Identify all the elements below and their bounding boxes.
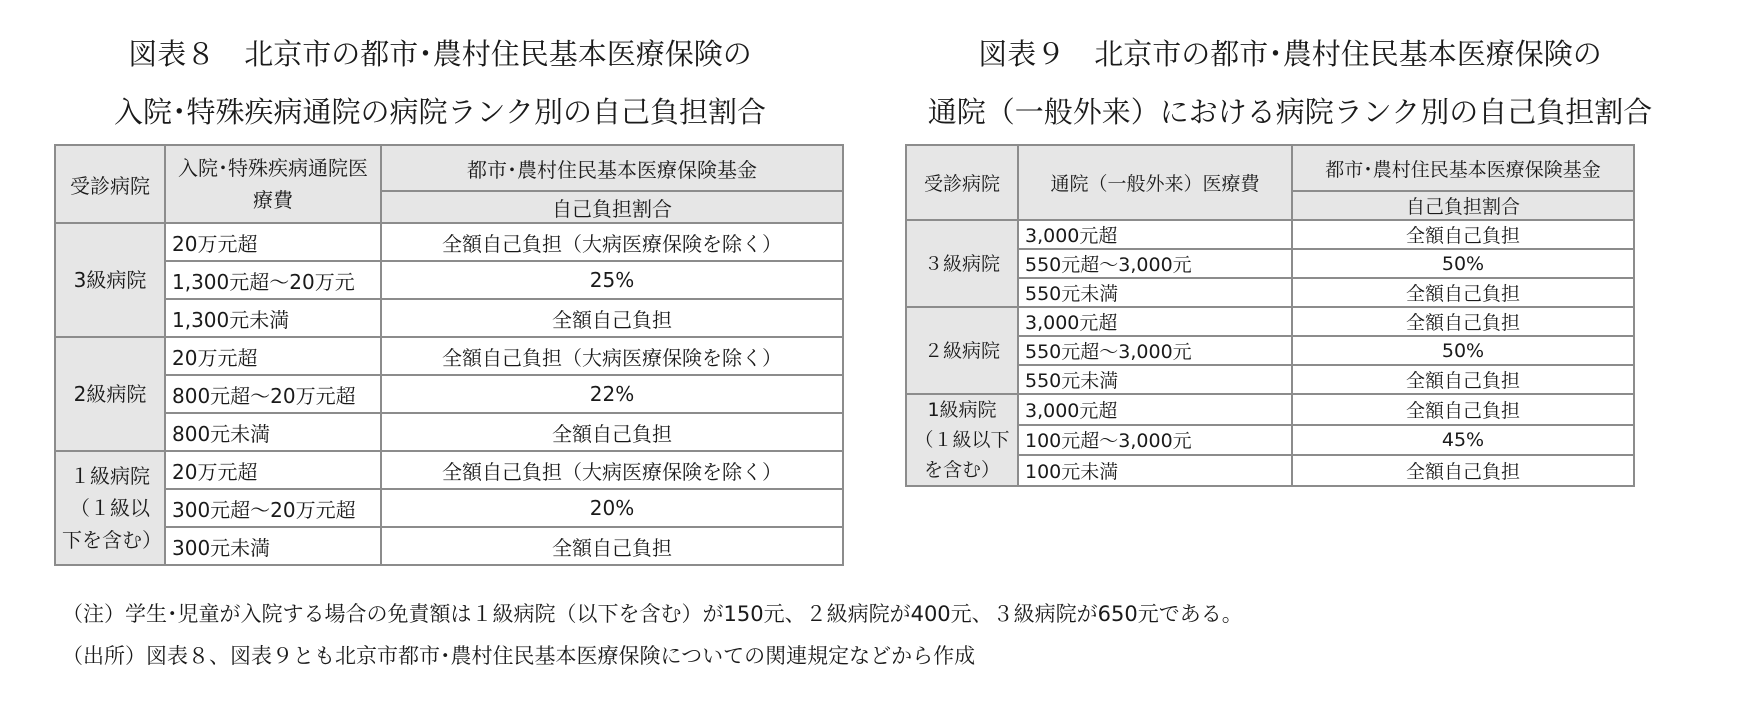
table8-header-row bbox=[55, 145, 843, 191]
table-row bbox=[55, 223, 843, 261]
cost-cell: 300元超～20万元超 bbox=[165, 489, 381, 527]
ratio-cell: 全額自己負担（大病医療保険を除く） bbox=[381, 337, 843, 375]
ratio-cell: 全額自己負担 bbox=[1292, 394, 1634, 425]
cost-cell: 20万元超 bbox=[165, 451, 381, 489]
ratio-cell: 全額自己負担 bbox=[1292, 220, 1634, 249]
cost-cell: 550元超～3,000元 bbox=[1018, 336, 1292, 365]
table-row bbox=[906, 220, 1634, 249]
cost-cell: 100元未満 bbox=[1018, 455, 1292, 486]
table-row bbox=[55, 527, 843, 565]
table9-header-row bbox=[906, 145, 1634, 191]
table-row bbox=[55, 299, 843, 337]
table-row bbox=[906, 307, 1634, 336]
table-row bbox=[55, 413, 843, 451]
table-row bbox=[55, 261, 843, 299]
hospital-rank-cell: ２級病院 bbox=[906, 307, 1018, 394]
ratio-cell: 22% bbox=[381, 375, 843, 413]
cost-cell: 800元超～20万元超 bbox=[165, 375, 381, 413]
table8 bbox=[54, 144, 844, 566]
hospital-rank-cell: １級病院（１級以下を含む） bbox=[55, 451, 165, 565]
cost-cell: 550元未満 bbox=[1018, 365, 1292, 394]
cost-cell: 1,300元超～20万元 bbox=[165, 261, 381, 299]
cost-cell: 300元未満 bbox=[165, 527, 381, 565]
ratio-cell: 45% bbox=[1292, 425, 1634, 456]
table-row bbox=[55, 489, 843, 527]
ratio-cell: 全額自己負担 bbox=[381, 299, 843, 337]
ratio-cell: 全額自己負担 bbox=[1292, 365, 1634, 394]
ratio-cell: 全額自己負担（大病医療保険を除く） bbox=[381, 451, 843, 489]
table9-title-line2: 通院（一般外来）における病院ランク別の自己負担割合 bbox=[927, 95, 1653, 129]
ratio-cell: 50% bbox=[1292, 249, 1634, 278]
ratio-cell: 50% bbox=[1292, 336, 1634, 365]
table-row bbox=[906, 394, 1634, 425]
ratio-cell: 20% bbox=[381, 489, 843, 527]
cost-cell: 3,000元超 bbox=[1018, 220, 1292, 249]
cost-cell: 800元未満 bbox=[165, 413, 381, 451]
table9-header-hospital: 受診病院 bbox=[906, 145, 1018, 220]
table9-header-cost: 通院（一般外来）医療費 bbox=[1018, 145, 1292, 220]
table9-title-line1: 図表９ 北京市の都市･農村住民基本医療保険の bbox=[978, 37, 1602, 71]
hospital-rank-cell: 2級病院 bbox=[55, 337, 165, 451]
cost-cell: 20万元超 bbox=[165, 223, 381, 261]
source-note: （出所）図表８、図表９とも北京市都市･農村住民基本医療保険についての関連規定などから作成 bbox=[62, 644, 976, 668]
hospital-rank-cell: 1級病院（１級以下を含む） bbox=[906, 394, 1018, 486]
cost-cell: 20万元超 bbox=[165, 337, 381, 375]
table8-header-cost: 入院･特殊疾病通院医療費 bbox=[165, 145, 381, 223]
table8-title-line2: 入院･特殊疾病通院の病院ランク別の自己負担割合 bbox=[114, 95, 766, 129]
ratio-cell: 25% bbox=[381, 261, 843, 299]
cost-cell: 1,300元未満 bbox=[165, 299, 381, 337]
table-row bbox=[55, 451, 843, 489]
table8-title-line1: 図表８ 北京市の都市･農村住民基本医療保険の bbox=[128, 37, 752, 71]
cost-cell: 550元超～3,000元 bbox=[1018, 249, 1292, 278]
cost-cell: 3,000元超 bbox=[1018, 307, 1292, 336]
cost-cell: 100元超～3,000元 bbox=[1018, 425, 1292, 456]
table8-header-fund: 都市･農村住民基本医療保険基金 bbox=[381, 145, 843, 191]
table9-header-ratio: 自己負担割合 bbox=[1292, 191, 1634, 220]
ratio-cell: 全額自己負担 bbox=[1292, 455, 1634, 486]
table-row bbox=[55, 337, 843, 375]
table9-header-fund: 都市･農村住民基本医療保険基金 bbox=[1292, 145, 1634, 191]
hospital-rank-cell: 3級病院 bbox=[55, 223, 165, 337]
table-row bbox=[55, 375, 843, 413]
ratio-cell: 全額自己負担 bbox=[1292, 278, 1634, 307]
table9 bbox=[905, 144, 1635, 487]
ratio-cell: 全額自己負担 bbox=[381, 527, 843, 565]
cost-cell: 550元未満 bbox=[1018, 278, 1292, 307]
table8-title bbox=[40, 25, 840, 141]
table9-title bbox=[880, 25, 1700, 141]
ratio-cell: 全額自己負担 bbox=[1292, 307, 1634, 336]
hospital-rank-cell: ３級病院 bbox=[906, 220, 1018, 307]
cost-cell: 3,000元超 bbox=[1018, 394, 1292, 425]
table8-header-ratio: 自己負担割合 bbox=[381, 191, 843, 223]
table8-header-hospital: 受診病院 bbox=[55, 145, 165, 223]
footnote: （注）学生･児童が入院する場合の免責額は１級病院（以下を含む）が150元、２級病院が400元、３級病院が650元である。 bbox=[62, 602, 1243, 626]
ratio-cell: 全額自己負担（大病医療保険を除く） bbox=[381, 223, 843, 261]
ratio-cell: 全額自己負担 bbox=[381, 413, 843, 451]
